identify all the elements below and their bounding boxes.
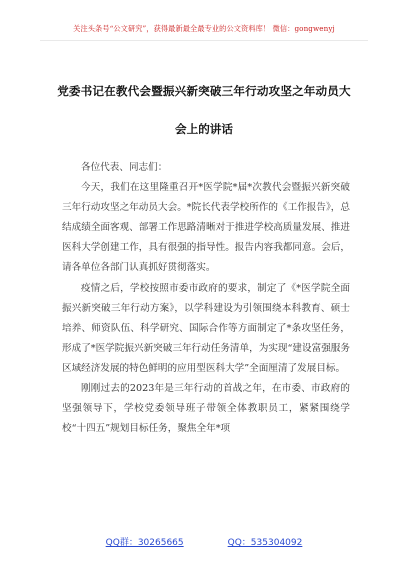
document-title-line-1: 党委书记在教代会暨振兴新突破三年行动攻坚之年动员大 [57,84,351,98]
qq-group-link[interactable]: QQ群：30265665 [105,538,184,548]
header-banner: 关注头条号“公文研究”，获得最新最全最专业的公文资料库！ 微信：gongwenyj [73,24,335,33]
paragraph-1: 今天，我们在这里隆重召开*医学院*届*次教代会暨振兴新突破三年行动攻坚之年动员大会。*院长代表学校所作的《工作报告》，总结成绩全面客观、部署工作思路清晰对于推进学校高质量发展、推进医科大学创建工作，具有很强的指导性。报告内容我都同意。会后，请各单位各部门认真抓好贯彻落实。 [62,182,350,274]
document-title-line-2: 会上的讲话 [175,122,233,136]
qq-contact-link[interactable]: QQ：535304092 [227,538,303,548]
paragraph-3: 刚刚过去的2023年是三年行动的首战之年，在市委、市政府的坚强领导下，学校党委领导班子带领全体教职员工，紧紧围绕学校“十四五”规划目标任务，聚焦全年*项 [62,383,350,435]
paragraph-2: 疫情之后，学校按照市委市政府的要求，制定了《*医学院全面振兴新突破三年行动方案》，以学科建设为引领围绕本科教育、硕士培养、师资队伍、科学研究、国际合作等方面制定了*条攻坚任务，形成了*医学院振兴新突破三年行动任务清单，为实现“建设富强服务区域经济发展的特色鲜明的应用型医科大学”全面厘清了发展目标。 [62,282,350,374]
document-body [62,158,350,439]
greeting: 各位代表、同志们： [81,162,168,173]
footer-contacts [0,535,408,548]
header-divider [40,40,368,41]
